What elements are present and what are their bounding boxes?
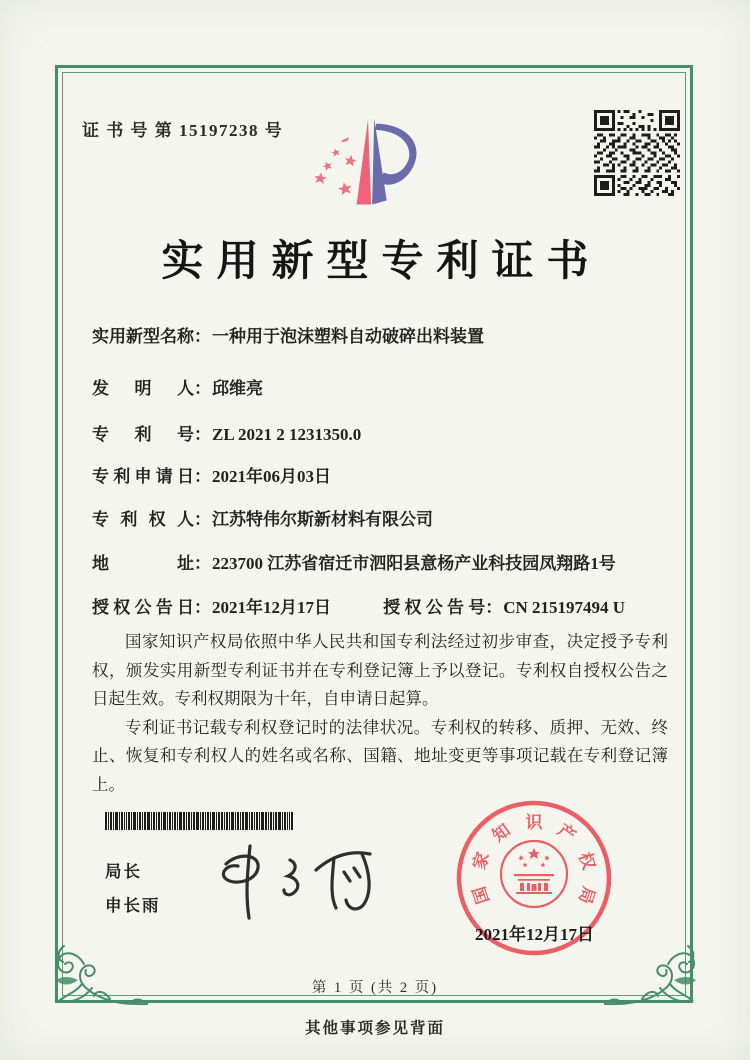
seal-char: 产 (554, 820, 580, 846)
field-row-address (92, 549, 616, 574)
issuer-name: 申长雨 (105, 896, 161, 915)
field-value: 223700 江苏省宿迁市泗阳县意杨产业科技园凤翔路1号 (212, 554, 616, 573)
field-value: 邱维亮 (212, 379, 263, 398)
seal-char: 国 (469, 884, 493, 907)
field-row-inventor (92, 374, 263, 399)
seal-char: 局 (575, 884, 599, 907)
national-emblem-icon (501, 841, 567, 907)
cnipa-logo-icon (312, 114, 424, 210)
field-colon: ： (194, 510, 211, 529)
field-label: 专利权人 (92, 510, 194, 529)
field-value: 2021年06月03日 (212, 467, 331, 486)
field-value: ZL 2021 2 1231350.0 (212, 425, 362, 444)
field-row-filing-date (92, 462, 331, 487)
seal-char: 识 (525, 813, 543, 832)
field-value: 一种用于泡沫塑料自动破碎出料装置 (212, 327, 484, 346)
qr-code (594, 110, 680, 196)
field-label: 授权公告号 (383, 598, 486, 617)
page-title: 实用新型专利证书 (161, 239, 602, 285)
field-value: 2021年12月17日 (212, 598, 331, 617)
field-row-patent-number (92, 420, 361, 445)
seal-char: 权 (575, 849, 599, 872)
field-label: 实用新型名称 (92, 327, 194, 346)
field-row-utility-model-name (92, 322, 484, 347)
field-row-grant (92, 593, 625, 618)
field-colon: ： (194, 467, 211, 486)
field-label: 授权公告日 (92, 598, 194, 617)
signature-handwriting (198, 840, 398, 925)
seal-char: 家 (469, 849, 493, 872)
legal-text-block (92, 628, 668, 799)
seal-char: 知 (488, 820, 514, 846)
barcode (105, 812, 293, 830)
field-colon: ： (485, 598, 503, 617)
field-colon: ： (194, 327, 211, 346)
seal-date: 2021年12月17日 (475, 925, 594, 944)
field-value: 江苏特伟尔斯新材料有限公司 (212, 510, 433, 529)
certificate-number: 证 书 号 第 15197238 号 (82, 121, 284, 140)
issuer-block (105, 858, 161, 926)
field-value: CN 215197494 U (503, 598, 626, 617)
field-colon: ： (194, 598, 211, 617)
legal-paragraph: 专利证书记载专利权登记时的法律状况。专利权的转移、质押、无效、终止、恢复和专利权人的姓名或名称、国籍、地址变更等事项记载在专利登记簿上。 (92, 717, 668, 794)
field-colon: ： (194, 425, 211, 444)
field-label: 发明人 (92, 379, 194, 398)
field-colon: ： (194, 554, 211, 573)
back-side-note: 其他事项参见背面 (304, 1020, 445, 1037)
field-colon: ： (194, 379, 211, 398)
field-label: 专利申请日 (92, 467, 194, 486)
field-label: 地址 (92, 554, 194, 573)
field-label: 专利号 (92, 425, 194, 444)
issuer-title: 局长 (105, 862, 142, 881)
page-indicator: 第 1 页 (共 2 页) (311, 980, 439, 996)
grant-number-group (383, 598, 625, 617)
legal-paragraph: 国家知识产权局依照中华人民共和国专利法经过初步审查，决定授予专利权，颁发实用新型专利证书并在专利登记簿上予以登记。专利权自授权公告之日起生效。专利权期限为十年，自申请日起算。 (92, 632, 668, 709)
grant-date-group (92, 598, 335, 617)
field-row-patentee (92, 505, 433, 530)
